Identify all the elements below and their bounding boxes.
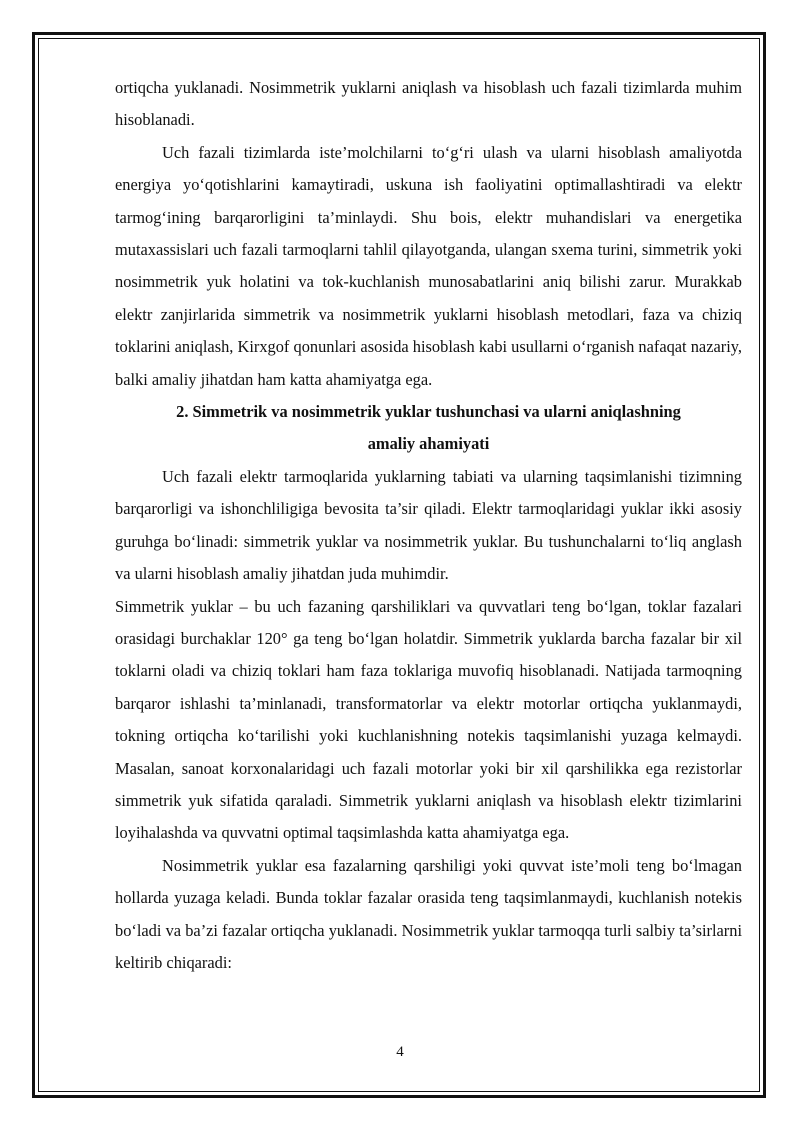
page-content [115,72,742,979]
page-number: 4 [396,1044,404,1060]
paragraph-continuation: ortiqcha yuklanadi. Nosimmetrik yuklarni aniqlash va hisoblash uch fazali tizimlarda muhim hisoblanadi. [115,78,742,130]
section-heading-line1: 2. Simmetrik va nosimmetrik yuklar tushunchasi va ularni aniqlashning [176,402,681,422]
section-heading-line2: amaliy ahamiyati [367,434,490,454]
paragraph-loads-overview: Uch fazali elektr tarmoqlarida yuklarning tabiati va ularning taqsimlanishi tizimning barqarorligi va ishonchliligiga bevosita ta’sir qiladi. Elektr tarmoqlaridagi yuklar ikki asosiy guruhga bo‘linadi: simmetrik yuklar va nosimmetrik yuklar. Bu tushunchalarni to‘liq anglash va ularni hisoblash amaliy jihatdan juda muhimdir. [115,466,742,584]
paragraph-intro: Uch fazali tizimlarda iste’molchilarni to‘g‘ri ulash va ularni hisoblash amaliyotda energiya yo‘qotishlarini kamaytiradi, uskuna ish faoliyatini optimallashtiradi va elektr tarmog‘ining barqarorligini ta’minlaydi. Shu bois, elektr muhandislari va energetika mutaxassislari uch fazali tarmoqlarni tahlil qilayotganda, ulangan sxema turini, simmetrik yoki nosimmetrik yuk holatini va tok-kuchlanish munosabatlarini aniq bilishi zarur. Murakkab elektr zanjirlarida simmetrik va nosimmetrik yuklarni hisoblash metodlari, faza va chiziq toklarini aniqlash, Kirxgof qonunlari asosida hisoblash kabi usullarni o‘rganish nafaqat nazariy, balki amaliy jihatdan ham katta ahamiyatga ega. [115,142,742,389]
section-heading [115,396,742,461]
paragraph-symmetric-loads: Simmetrik yuklar – bu uch fazaning qarshiliklari va quvvatlari teng bo‘lgan, toklar fazalari orasidagi burchaklar 120° ga teng bo‘lgan holatdir. Simmetrik yuklarda barcha fazalar bir xil toklarni oladi va chiziq toklari ham faza toklariga muvofiq hisoblanadi. Natijada tarmoqning barqaror ishlashi ta’minlanadi, transformatorlar va elektr motorlar ortiqcha yuklanmaydi, tokning ortiqcha ko‘tarilishi yoki kuchlanishning notekis taqsimlanishi yuzaga kelmaydi. Masalan, sanoat korxonalaridagi uch fazali motorlar yoki bir xil qarshilikka ega rezistorlar simmetrik yuk sifatida qaraladi. Simmetrik yuklarni aniqlash va hisoblash elektr tizimlarini loyihalashda va quvvatni optimal taqsimlashda katta ahamiyatga ega. [115,596,742,843]
paragraph-asymmetric-loads: Nosimmetrik yuklar esa fazalarning qarshiligi yoki quvvat iste’moli teng bo‘lmagan hollarda yuzaga keladi. Bunda toklar fazalar orasida teng taqsimlanmaydi, kuchlanish notekis bo‘ladi va ba’zi fazalar ortiqcha yuklanadi. Nosimmetrik yuklar tarmoqqa turli salbiy ta’sirlarni keltirib chiqaradi: [115,855,742,972]
